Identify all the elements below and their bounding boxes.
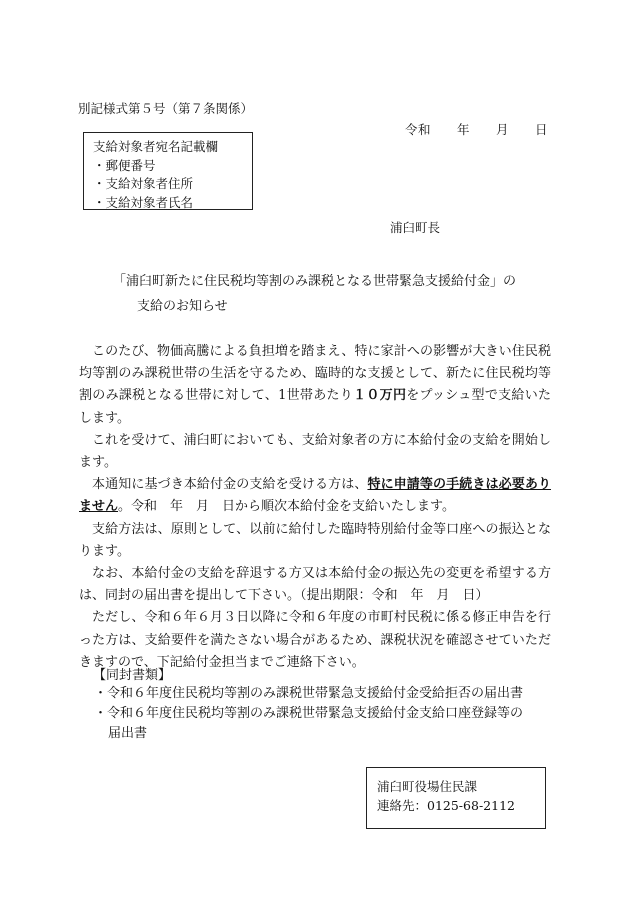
address-item-postal-code: ・郵便番号 xyxy=(93,157,156,173)
body-paragraph-4: 支給方法は、原則として、以前に給付した臨時特別給付金等口座への振込となります。 xyxy=(79,521,551,559)
enclosures-list xyxy=(94,684,523,744)
date-day: 日 xyxy=(535,122,549,137)
body-paragraph-3 xyxy=(79,474,551,518)
enclosure-item-2: ・令和６年度住民税均等割のみ課税世帯緊急支援給付金支給口座登録等の xyxy=(94,706,524,721)
contact-office: 浦臼町役場住民課 xyxy=(377,779,478,794)
form-reference: 別記様式第５号（第７条関係） xyxy=(78,101,254,116)
address-box-title: 支給対象者宛名記載欄 xyxy=(93,139,219,154)
notice-body xyxy=(79,341,551,674)
date-year: 年 xyxy=(457,122,471,137)
body-paragraph-2: これを受けて、浦臼町においても、支給対象者の方に本給付金の支給を開始します。 xyxy=(79,432,551,471)
sender-name: 浦臼町長 xyxy=(390,220,441,235)
body-paragraph-6: ただし、令和６年６月３日以降に令和６年度の市町村民税に係る修正申告を行った方は、支給要件を満たさない場合があるため、課税状況を確認させていただきますので、下記給付金担当までご連絡下さい。 xyxy=(79,610,551,670)
contact-phone: 連絡先：0125-68-2112 xyxy=(377,798,515,813)
p1-text-a: このたび、物価高騰による負担増を踏まえ、特に家計への影響が大きい住民税均等割のみ課税世帯の生活を守るため、臨時的な支援として、新たに住民税均等割のみ課税となる世帯に対して、1世帯あたり xyxy=(79,344,551,404)
enclosures-heading: 【同封書類】 xyxy=(93,668,172,683)
recipient-address-box xyxy=(83,132,253,210)
issue-date xyxy=(405,120,548,138)
body-paragraph-5: なお、本給付金の支給を辞退する方又は本給付金の振込先の変更を希望する方は、同封の届出書を提出して下さい。（提出期限：令和 年 月 日） xyxy=(79,566,551,604)
address-item-name: ・支給対象者氏名 xyxy=(93,194,194,210)
no-application-needed-emphasis: 特に申請等の手続きは必要ありません xyxy=(79,477,551,515)
p3-text-a: 本通知に基づき本給付金の支給を受ける方は、 xyxy=(92,477,368,493)
contact-box xyxy=(366,767,546,829)
address-item-address: ・支給対象者住所 xyxy=(93,176,194,191)
amount-highlight: １０万円 xyxy=(353,388,407,404)
p3-text-b: 。令和 年 月 日から順次本給付金を支給いたします。 xyxy=(118,499,455,515)
enclosure-item-1: ・令和６年度住民税均等割のみ課税世帯緊急支援給付金受給拒否の届出書 xyxy=(94,686,524,701)
body-paragraph-1 xyxy=(79,341,551,430)
notice-title-line1: 「浦臼町新たに住民税均等割のみ課税となる世帯緊急支援給付金」の xyxy=(113,274,517,289)
p1-text-b: をプッシュ型で支給いたします。 xyxy=(79,388,551,426)
date-era: 令和 xyxy=(405,122,432,137)
notice-title-line2: 支給のお知らせ xyxy=(137,299,228,314)
enclosure-item-2-continued: 届出書 xyxy=(108,726,148,741)
date-month: 月 xyxy=(496,122,510,137)
